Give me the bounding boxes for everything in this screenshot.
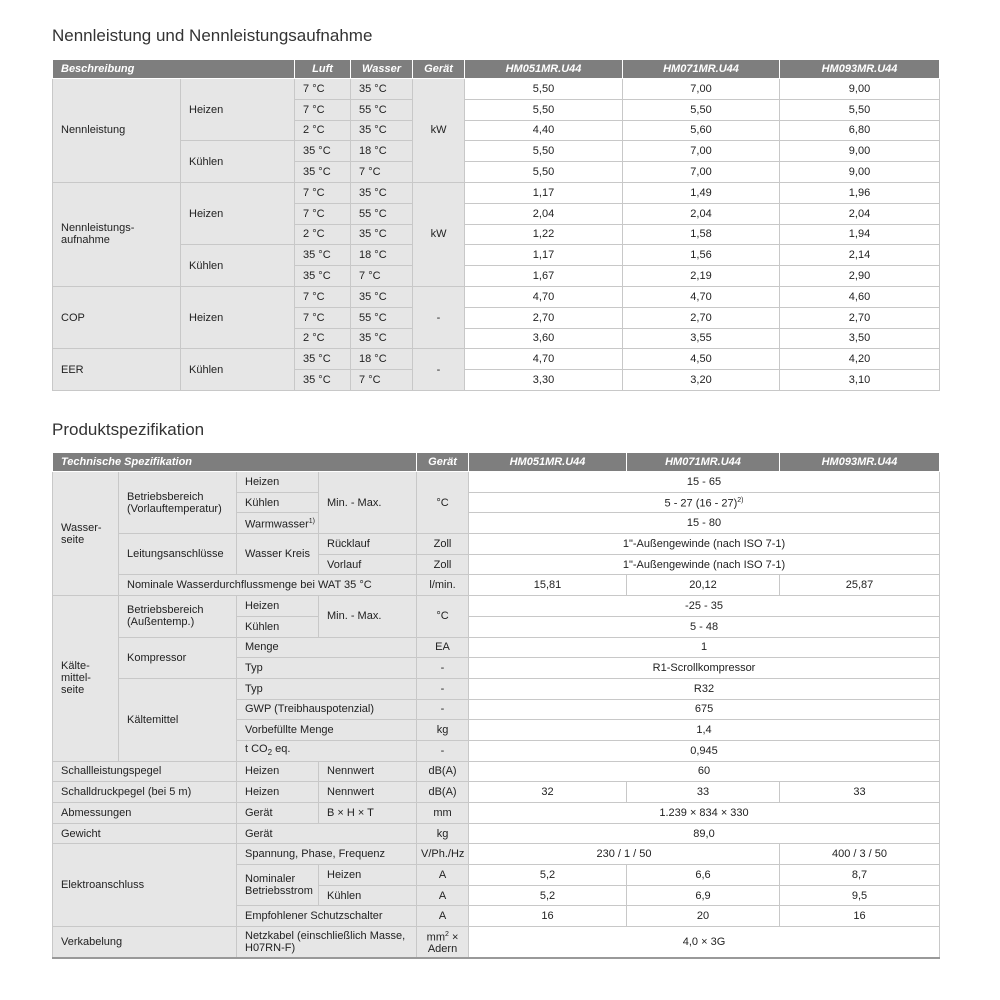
- value-cell: 400 / 3 / 50: [780, 844, 940, 865]
- value-cell: 1.239 × 834 × 330: [469, 803, 940, 824]
- footnote-1: 1): [308, 517, 315, 525]
- table-row: [53, 823, 940, 844]
- col-header-model-2: HM071MR.U44: [623, 60, 780, 79]
- wasser-cell: 18 °C: [351, 245, 413, 266]
- value-cell: 1,94: [780, 224, 940, 245]
- luft-cell: 7 °C: [295, 286, 351, 307]
- label-typ: Typ: [237, 658, 417, 679]
- value-cell: [469, 492, 940, 513]
- value-cell: 230 / 1 / 50: [469, 844, 780, 865]
- value-cell: 9,00: [780, 141, 940, 162]
- value-cell: 20,12: [627, 575, 780, 596]
- row-label-eer: EER: [53, 349, 181, 391]
- label-heizen: Heizen: [237, 761, 319, 782]
- wasser-cell: 7 °C: [351, 266, 413, 287]
- label-vorbefuellt: Vorbefüllte Menge: [237, 720, 417, 741]
- value-cell: 1,17: [465, 182, 623, 203]
- unit-cell: -: [417, 678, 469, 699]
- value-cell: 4,70: [465, 286, 623, 307]
- unit-cell: Zoll: [417, 534, 469, 555]
- value-cell: 5,2: [469, 865, 627, 886]
- value-cell: 5,50: [465, 79, 623, 100]
- col-header-model-1: HM051MR.U44: [469, 453, 627, 472]
- value-cell: 25,87: [780, 575, 940, 596]
- value-cell: 1,17: [465, 245, 623, 266]
- value-cell: 3,10: [780, 370, 940, 391]
- table1-header-row: [53, 60, 940, 79]
- value-cell: 4,40: [465, 120, 623, 141]
- wasser-cell: 7 °C: [351, 370, 413, 391]
- label-gwp: GWP (Treibhauspotenzial): [237, 699, 417, 720]
- wasser-cell: 35 °C: [351, 286, 413, 307]
- table-row: [53, 286, 940, 307]
- table2-title: Produktspezifikation: [52, 420, 205, 439]
- value-cell: 5,50: [623, 99, 780, 120]
- luft-cell: 35 °C: [295, 349, 351, 370]
- value-cell: 2,90: [780, 266, 940, 287]
- footnote-2: 2): [737, 497, 744, 505]
- label-geraet: Gerät: [237, 823, 417, 844]
- value-cell: 33: [780, 782, 940, 803]
- table-row: [53, 927, 940, 959]
- luft-cell: 2 °C: [295, 328, 351, 349]
- label-kuehlen: Kühlen: [237, 492, 319, 513]
- value-cell: 2,04: [465, 203, 623, 224]
- row-label-cop: COP: [53, 286, 181, 348]
- luft-cell: 35 °C: [295, 266, 351, 287]
- luft-cell: 7 °C: [295, 79, 351, 100]
- wasser-cell: 55 °C: [351, 307, 413, 328]
- unit-cell: A: [417, 906, 469, 927]
- value-cell: 7,00: [623, 79, 780, 100]
- value-cell: 9,5: [780, 885, 940, 906]
- value-cell: 15 - 65: [469, 472, 940, 493]
- label-kuehlen: Kühlen: [237, 616, 319, 637]
- table1-title: Nennleistung und Nennleistungsaufnahme: [52, 26, 373, 45]
- unit-cell: kg: [417, 823, 469, 844]
- value-cell: 4,50: [623, 349, 780, 370]
- value-cell: 3,50: [780, 328, 940, 349]
- value-cell: 3,20: [623, 370, 780, 391]
- label-betriebsbereich-vorlauf: Betriebsbereich (Vorlauftemperatur): [119, 472, 237, 534]
- value-cell: 6,9: [627, 885, 780, 906]
- wasser-cell: 7 °C: [351, 162, 413, 183]
- label-heizen: Heizen: [237, 782, 319, 803]
- table-row: [53, 596, 940, 617]
- luft-cell: 35 °C: [295, 162, 351, 183]
- wasser-cell: 35 °C: [351, 328, 413, 349]
- value-cell: 6,80: [780, 120, 940, 141]
- label-schutzschalter: Empfohlener Schutzschalter: [237, 906, 417, 927]
- label-elektroanschluss: Elektroanschluss: [53, 844, 237, 927]
- label-bht: B × H × T: [319, 803, 417, 824]
- unit-cell: °C: [417, 596, 469, 637]
- section-kaeltemittelseite: Kälte-mittel-seite: [53, 596, 119, 762]
- wasser-cell: 35 °C: [351, 120, 413, 141]
- luft-cell: 35 °C: [295, 141, 351, 162]
- value-cell: 8,7: [780, 865, 940, 886]
- co2-pre: t CO: [245, 742, 268, 755]
- label-schalldruck: Schalldruckpegel (bei 5 m): [53, 782, 237, 803]
- label-ruecklauf: Rücklauf: [319, 534, 417, 555]
- label-heizen: Heizen: [237, 596, 319, 617]
- value-cell: 2,70: [465, 307, 623, 328]
- label-geraet: Gerät: [237, 803, 319, 824]
- table-row: [53, 534, 940, 555]
- unit-cell: -: [417, 740, 469, 761]
- mode-label: Kühlen: [181, 141, 295, 183]
- label-kaeltemittel: Kältemittel: [119, 678, 237, 761]
- label-nennwert: Nennwert: [319, 761, 417, 782]
- label-nominaler-betriebsstrom: Nominaler Betriebsstrom: [237, 865, 319, 906]
- label-leitungsanschluesse: Leitungsanschlüsse: [119, 534, 237, 575]
- luft-cell: 7 °C: [295, 99, 351, 120]
- unit-cell: A: [417, 885, 469, 906]
- table-row: [53, 844, 940, 865]
- value-cell: 1: [469, 637, 940, 658]
- value-cell: 5,50: [465, 99, 623, 120]
- label-heizen: Heizen: [319, 865, 417, 886]
- luft-cell: 35 °C: [295, 245, 351, 266]
- luft-cell: 2 °C: [295, 120, 351, 141]
- value-cell: 20: [627, 906, 780, 927]
- unit-cell: V/Ph./Hz: [417, 844, 469, 865]
- label-vorlauf: Vorlauf: [319, 554, 417, 575]
- luft-cell: 7 °C: [295, 182, 351, 203]
- value-cell: 1,49: [623, 182, 780, 203]
- value-cell: 33: [627, 782, 780, 803]
- label-betriebsbereich-aussen: Betriebsbereich (Außentemp.): [119, 596, 237, 637]
- table-row: [53, 575, 940, 596]
- table-row: [53, 245, 940, 266]
- value-cell: 1,4: [469, 720, 940, 741]
- label-co2: [237, 740, 417, 761]
- value-cell: 4,70: [623, 286, 780, 307]
- mode-label: Kühlen: [181, 349, 295, 391]
- value-cell: 32: [469, 782, 627, 803]
- table-row: [53, 79, 940, 100]
- col-header-model-3: HM093MR.U44: [780, 60, 940, 79]
- label-nennwert: Nennwert: [319, 782, 417, 803]
- warmwasser-text: Warmwasser: [245, 518, 309, 531]
- col-header-geraet: Gerät: [417, 453, 469, 472]
- value-cell: 1,96: [780, 182, 940, 203]
- value-cell: 5,60: [623, 120, 780, 141]
- label-schallleistung: Schallleistungspegel: [53, 761, 237, 782]
- table-row: [53, 803, 940, 824]
- value-cell: 2,70: [780, 307, 940, 328]
- value-cell: 1,22: [465, 224, 623, 245]
- unit-cell: -: [417, 699, 469, 720]
- value-cell: 4,60: [780, 286, 940, 307]
- label-verkabelung: Verkabelung: [53, 927, 237, 959]
- value-cell: 7,00: [623, 141, 780, 162]
- unit-cell: kg: [417, 720, 469, 741]
- col-header-model-2: HM071MR.U44: [627, 453, 780, 472]
- unit-cell: dB(A): [417, 782, 469, 803]
- kabel-unit-sup: 2: [444, 930, 449, 938]
- value-cell: 2,04: [780, 203, 940, 224]
- value-cell: 2,04: [623, 203, 780, 224]
- wasser-cell: 18 °C: [351, 141, 413, 162]
- label-min-max: Min. - Max.: [319, 472, 417, 534]
- section-wasserseite: Wasser-seite: [53, 472, 119, 596]
- value-cell: -25 - 35: [469, 596, 940, 617]
- label-kompressor: Kompressor: [119, 637, 237, 678]
- unit-cell: A: [417, 865, 469, 886]
- label-gewicht: Gewicht: [53, 823, 237, 844]
- value-cell: 1,56: [623, 245, 780, 266]
- value-cell: 15,81: [469, 575, 627, 596]
- col-header-model-3: HM093MR.U44: [780, 453, 940, 472]
- label-menge: Menge: [237, 637, 417, 658]
- label-kuehlen: Kühlen: [319, 885, 417, 906]
- unit-cell: EA: [417, 637, 469, 658]
- kabel-unit-pre: mm: [426, 931, 445, 944]
- value-cell: 4,0 × 3G: [469, 927, 940, 959]
- value-cell: 16: [469, 906, 627, 927]
- value-cell: 5,50: [465, 141, 623, 162]
- table-row: [53, 678, 940, 699]
- row-label-nennleistung: Nennleistung: [53, 79, 181, 183]
- value-cell: 1"-Außengewinde (nach ISO 7-1): [469, 534, 940, 555]
- luft-cell: 35 °C: [295, 370, 351, 391]
- value-cell: 2,70: [623, 307, 780, 328]
- unit-cell: [417, 927, 469, 959]
- value-cell: 5 - 48: [469, 616, 940, 637]
- table-row: [53, 782, 940, 803]
- value-cell: 16: [780, 906, 940, 927]
- unit-cell: -: [413, 286, 465, 348]
- value-cell: R32: [469, 678, 940, 699]
- unit-cell: -: [417, 658, 469, 679]
- unit-cell: °C: [417, 472, 469, 534]
- table-row: [53, 349, 940, 370]
- label-min-max: Min. - Max.: [319, 596, 417, 637]
- label-typ: Typ: [237, 678, 417, 699]
- value-cell: 2,19: [623, 266, 780, 287]
- value-cell: 5,2: [469, 885, 627, 906]
- col-header-model-1: HM051MR.U44: [465, 60, 623, 79]
- table-row: [53, 472, 940, 493]
- table-row: [53, 182, 940, 203]
- wasser-cell: 35 °C: [351, 182, 413, 203]
- label-warmwasser: [237, 513, 319, 534]
- value-cell: 675: [469, 699, 940, 720]
- col-header-luft: Luft: [295, 60, 351, 79]
- value-cell: 1,58: [623, 224, 780, 245]
- label-durchfluss: Nominale Wasserdurchflussmenge bei WAT 35 °C: [119, 575, 417, 596]
- value-cell: 0,945: [469, 740, 940, 761]
- value-cell: 3,30: [465, 370, 623, 391]
- table-row: [53, 761, 940, 782]
- value-cell: 4,20: [780, 349, 940, 370]
- col-header-spezifikation: Technische Spezifikation: [53, 453, 417, 472]
- value-cell: 6,6: [627, 865, 780, 886]
- co2-post: eq.: [272, 742, 291, 755]
- mode-label: Heizen: [181, 79, 295, 141]
- value-cell: 9,00: [780, 162, 940, 183]
- mode-label: Heizen: [181, 182, 295, 244]
- luft-cell: 2 °C: [295, 224, 351, 245]
- value-cell: 5,50: [780, 99, 940, 120]
- value-cell: 9,00: [780, 79, 940, 100]
- produktspezifikation-table: [52, 452, 940, 959]
- unit-cell: kW: [413, 182, 465, 286]
- value-cell: 15 - 80: [469, 513, 940, 534]
- unit-cell: Zoll: [417, 554, 469, 575]
- table2-header-row: [53, 453, 940, 472]
- unit-cell: dB(A): [417, 761, 469, 782]
- value-cell: 1,67: [465, 266, 623, 287]
- label-spannung: Spannung, Phase, Frequenz: [237, 844, 417, 865]
- co2-sub: 2: [267, 747, 273, 757]
- mode-label: Heizen: [181, 286, 295, 348]
- luft-cell: 7 °C: [295, 203, 351, 224]
- col-header-geraet: Gerät: [413, 60, 465, 79]
- col-header-beschreibung: Beschreibung: [53, 60, 295, 79]
- wasser-cell: 18 °C: [351, 349, 413, 370]
- value-cell: 60: [469, 761, 940, 782]
- label-netzkabel: Netzkabel (einschließlich Masse, H07RN-F): [237, 927, 417, 959]
- value-cell: 4,70: [465, 349, 623, 370]
- unit-cell: kW: [413, 79, 465, 183]
- unit-cell: l/min.: [417, 575, 469, 596]
- kabel-unit-post: × Adern: [427, 931, 459, 956]
- label-wasser-kreis: Wasser Kreis: [237, 534, 319, 575]
- wasser-cell: 35 °C: [351, 79, 413, 100]
- label-abmessungen: Abmessungen: [53, 803, 237, 824]
- wasser-cell: 55 °C: [351, 203, 413, 224]
- table-row: [53, 637, 940, 658]
- range-kuehlen: 5 - 27 (16 - 27): [664, 497, 738, 510]
- value-cell: 3,55: [623, 328, 780, 349]
- value-cell: 7,00: [623, 162, 780, 183]
- luft-cell: 7 °C: [295, 307, 351, 328]
- table-row: [53, 141, 940, 162]
- value-cell: 5,50: [465, 162, 623, 183]
- nennleistung-table: [52, 59, 940, 391]
- wasser-cell: 35 °C: [351, 224, 413, 245]
- value-cell: 2,14: [780, 245, 940, 266]
- label-heizen: Heizen: [237, 472, 319, 493]
- col-header-wasser: Wasser: [351, 60, 413, 79]
- wasser-cell: 55 °C: [351, 99, 413, 120]
- unit-cell: -: [413, 349, 465, 391]
- value-cell: 3,60: [465, 328, 623, 349]
- row-label-nennleistungsaufnahme: Nennleistungs-aufnahme: [53, 182, 181, 286]
- value-cell: 89,0: [469, 823, 940, 844]
- unit-cell: mm: [417, 803, 469, 824]
- mode-label: Kühlen: [181, 245, 295, 287]
- value-cell: 1"-Außengewinde (nach ISO 7-1): [469, 554, 940, 575]
- value-cell: R1-Scrollkompressor: [469, 658, 940, 679]
